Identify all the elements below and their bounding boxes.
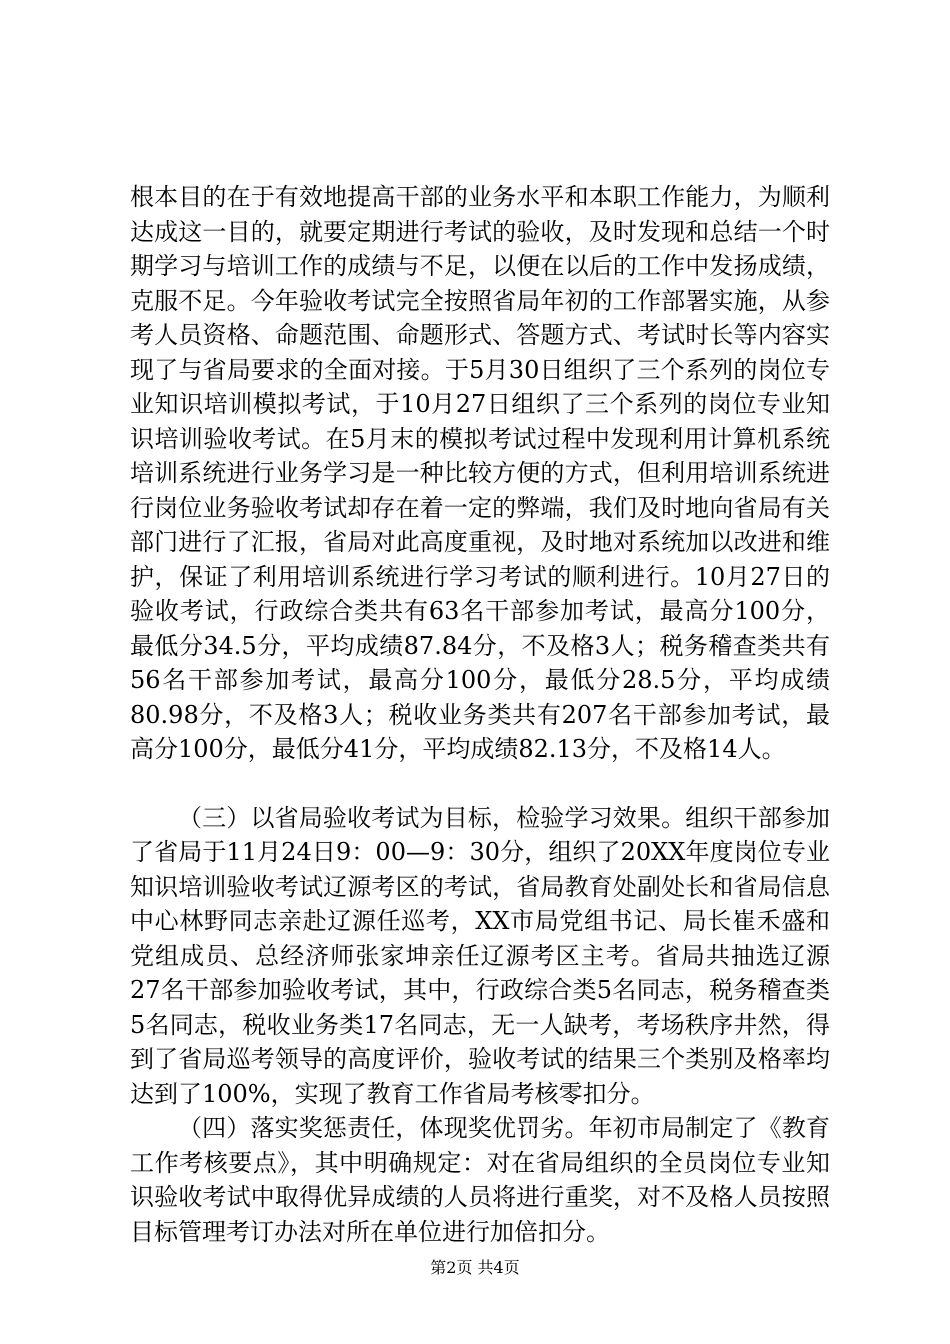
paragraph-exam-summary: 根本目的在于有效地提高干部的业务水平和本职工作能力，为顺利达成这一目的，就要定期进行考试的验收，及时发现和总结一个时期学习与培训工作的成绩与不足，以便在以后的工作中发扬成绩，克服不足。今年验收考试完全按照省局年初的工作部署实施，从参考人员资格、命题范围、命题形式、答题方式、考试时长等内容实现了与省局要求的全面对接。于5月30日组织了三个系列的岗位专业知识培训模拟考试，于10月27日组织了三个系列的岗位专业知识培训验收考试。在5月末的模拟考试过程中发现利用计算机系统培训系统进行业务学习是一种比较方便的方式，但利用培训系统进行岗位业务验收考试却存在着一定的弊端，我们及时地向省局有关部门进行了汇报，省局对此高度重视，及时地对系统加以改进和维护，保证了利用培训系统进行学习考试的顺利进行。10月27日的验收考试，行政综合类共有63名干部参加考试，最高分100分，最低分34.5分，平均成绩87.84分，不及格3人；税务稽查类共有56名干部参加考试，最高分100分，最低分28.5分，平均成绩80.98分，不及格3人；税收业务类共有207名干部参加考试，最高分100分，最低分41分，平均成绩82.13分，不及格14人。 [130, 183, 830, 763]
document-body [130, 180, 830, 1249]
paragraph-section-four: （四）落实奖惩责任，体现奖优罚劣。年初市局制定了《教育工作考核要点》，其中明确规定：对在省局组织的全员岗位专业知识验收考试中取得优异成绩的人员将进行重奖，对不及格人员按照目标管理考订办法对所在单位进行加倍扣分。 [130, 1114, 830, 1246]
paragraph-section-three: （三）以省局验收考试为目标，检验学习效果。组织干部参加了省局于11月24日9：00—9：30分，组织了20XX年度岗位专业知识培训验收考试辽源考区的考试，省局教育处副处长和省局信息中心林野同志亲赴辽源任巡考，XX市局党组书记、局长崔禾盛和党组成员、总经济师张家坤亲任辽源考区主考。省局共抽选辽源27名干部参加验收考试，其中，行政综合类5名同志，税务稽查类5名同志，税收业务类17名同志，无一人缺考，考场秩序井然，得到了省局巡考领导的高度评价，验收考试的结果三个类别及格率均达到了100%，实现了教育工作省局考核零扣分。 [130, 803, 830, 1108]
page-number-footer: 第2页 共4页 [430, 1258, 520, 1277]
paragraph-gap [130, 767, 830, 801]
